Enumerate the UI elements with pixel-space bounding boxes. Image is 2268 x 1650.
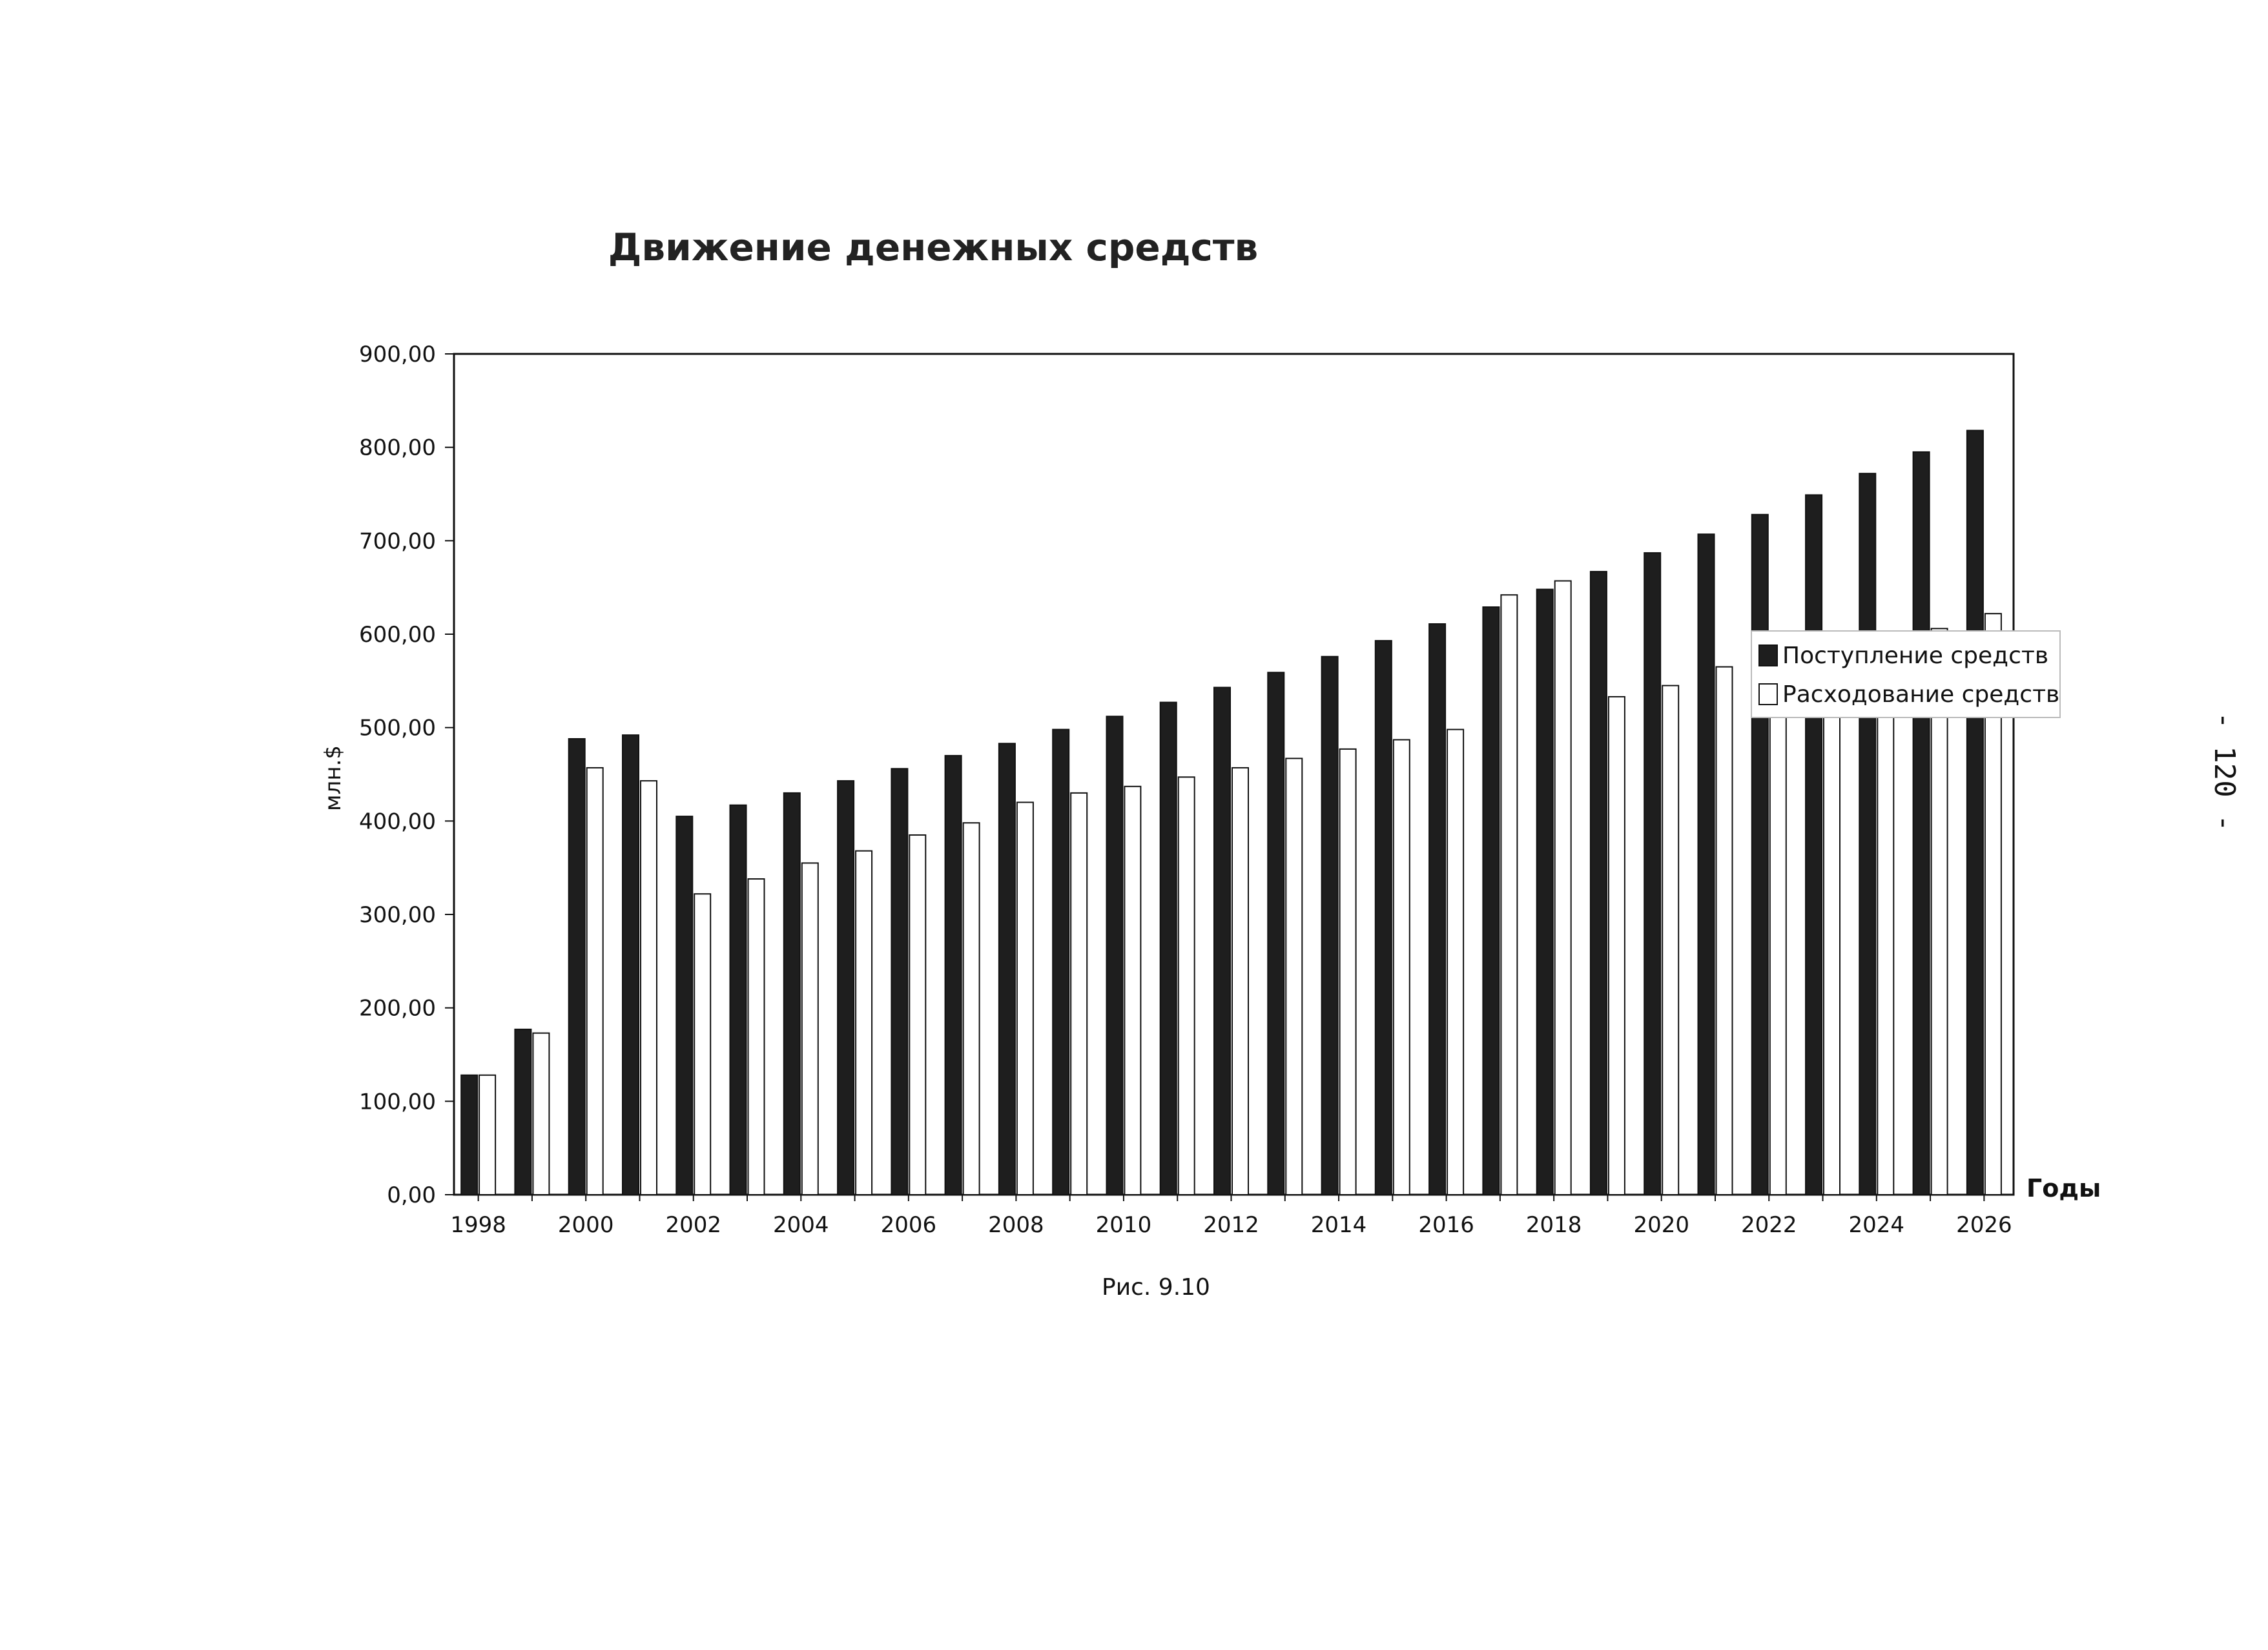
bar-income <box>515 1029 531 1195</box>
bar-expense <box>1394 740 1410 1195</box>
bar-expense <box>694 894 710 1195</box>
bar-income <box>1214 688 1230 1195</box>
x-tick-label: 2018 <box>1525 1212 1582 1238</box>
y-tick-label: 300,00 <box>359 902 436 928</box>
bar-income <box>1859 473 1875 1195</box>
bar-income <box>945 756 962 1195</box>
x-tick-label: 2000 <box>557 1212 614 1238</box>
page-number: - 120 - <box>2208 712 2241 832</box>
bar-expense <box>1071 793 1087 1195</box>
bar-expense <box>1340 749 1356 1195</box>
legend-label: Расходование средств <box>1782 681 2060 708</box>
bar-expense <box>909 835 925 1195</box>
legend-swatch <box>1759 684 1777 705</box>
bar-expense <box>479 1075 495 1195</box>
bar-expense <box>1555 581 1571 1195</box>
y-tick-label: 900,00 <box>359 342 436 367</box>
bar-income <box>1806 495 1822 1195</box>
x-axis-ticks <box>450 1195 2012 1238</box>
bar-expense <box>1770 653 1786 1195</box>
figure-caption: Рис. 9.10 <box>1102 1274 1210 1301</box>
y-tick-label: 800,00 <box>359 435 436 461</box>
bar-income <box>1053 730 1069 1195</box>
bar-income <box>1752 515 1768 1195</box>
bar-expense <box>1824 644 1840 1195</box>
bar-expense <box>1286 758 1302 1195</box>
bar-income <box>461 1075 477 1195</box>
bar-expense <box>856 851 872 1195</box>
bar-income <box>1160 703 1177 1195</box>
chart-title: Движение денежных средств <box>608 225 1259 269</box>
y-axis-ticks <box>359 342 454 1208</box>
bar-income <box>569 739 585 1195</box>
bar-income <box>1591 572 1607 1195</box>
x-axis-label: Годы <box>2026 1174 2101 1202</box>
x-tick-label: 2022 <box>1740 1212 1797 1238</box>
bar-expense <box>1609 697 1625 1195</box>
y-tick-label: 500,00 <box>359 715 436 741</box>
bar-income <box>784 793 800 1195</box>
bar-expense <box>533 1033 549 1195</box>
bar-income <box>1107 716 1123 1195</box>
legend-label: Поступление средств <box>1782 643 2049 669</box>
bar-income <box>1967 431 1983 1195</box>
y-tick-label: 100,00 <box>359 1089 436 1115</box>
bar-income <box>1913 452 1930 1195</box>
x-tick-label: 2026 <box>1956 1212 2012 1238</box>
x-tick-label: 2020 <box>1633 1212 1689 1238</box>
legend-swatch <box>1759 645 1777 666</box>
bar-expense <box>1017 802 1033 1195</box>
bar-income <box>891 768 907 1195</box>
bar-expense <box>1124 787 1140 1195</box>
bar-expense <box>748 879 765 1195</box>
x-tick-label: 2006 <box>880 1212 937 1238</box>
x-tick-label: 2014 <box>1310 1212 1367 1238</box>
bar-income <box>676 816 692 1195</box>
bar-income <box>1644 553 1660 1195</box>
x-tick-label: 2016 <box>1418 1212 1474 1238</box>
x-tick-label: 1998 <box>450 1212 506 1238</box>
bar-income <box>1322 657 1338 1195</box>
x-tick-label: 2010 <box>1095 1212 1152 1238</box>
x-tick-label: 2012 <box>1203 1212 1259 1238</box>
bar-expense <box>1877 636 1893 1195</box>
y-tick-label: 700,00 <box>359 528 436 555</box>
bar-income <box>1268 672 1284 1195</box>
bar-expense <box>964 823 980 1195</box>
y-tick-label: 600,00 <box>359 622 436 648</box>
y-axis-label: млн.$ <box>320 745 346 812</box>
bar-income <box>1537 590 1553 1195</box>
y-tick-label: 0,00 <box>387 1182 436 1208</box>
bar-income <box>1429 624 1445 1195</box>
x-tick-label: 2008 <box>988 1212 1044 1238</box>
bar-income <box>730 805 747 1195</box>
bar-expense <box>641 781 657 1195</box>
bar-expense <box>1232 768 1248 1195</box>
bar-income <box>1376 641 1392 1195</box>
bar-expense <box>587 768 603 1195</box>
bar-income <box>999 743 1015 1195</box>
y-tick-label: 200,00 <box>359 995 436 1022</box>
bar-expense <box>802 863 818 1195</box>
x-tick-label: 2024 <box>1848 1212 1905 1238</box>
x-tick-label: 2002 <box>665 1212 722 1238</box>
bar-expense <box>1179 777 1195 1195</box>
legend <box>1751 631 2060 717</box>
bar-expense <box>1662 686 1678 1195</box>
y-tick-label: 400,00 <box>359 809 436 835</box>
bar-income <box>838 781 854 1195</box>
bar-expense <box>1716 667 1733 1195</box>
bar-income <box>1483 607 1499 1195</box>
bar-income <box>1698 534 1715 1195</box>
x-tick-label: 2004 <box>773 1212 829 1238</box>
bar-income <box>623 735 639 1195</box>
bar-expense <box>1501 595 1517 1195</box>
bar-expense <box>1447 730 1463 1195</box>
